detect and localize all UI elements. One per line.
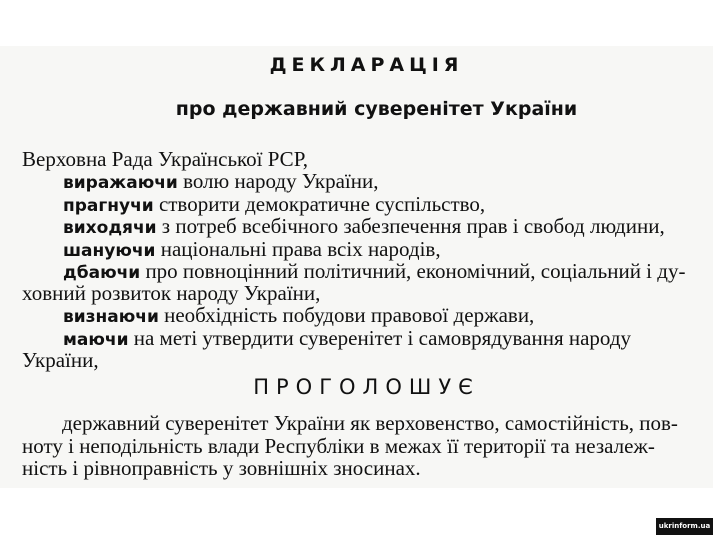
declaration-subtitle: про державний суверенітет України (175, 98, 578, 120)
clause-text: створити демократичне суспільство, (153, 192, 486, 216)
declaration-title: ДЕКЛАРАЦІЯ (269, 54, 464, 76)
clause-keyword: дбаючи (63, 263, 141, 283)
clause-text: необхідність побудови правової держави, (158, 303, 535, 327)
final-line-1: державний суверенітет України як верховенство, самостійність, пов- (62, 411, 678, 435)
clause-text: про повноцінний політичний, економічний, соціальний і ду- (140, 259, 686, 283)
ukrinform-watermark: ukrinform.ua (656, 518, 713, 535)
clause-text: на меті утвердити суверенітет і самоврядування народу (128, 326, 632, 350)
clause-keyword: визнаючи (63, 307, 159, 327)
clause-text: національні права всіх народів, (155, 237, 441, 261)
final-line-2: ноту і неподільність влади Республіки в межах її території та незалеж- (22, 434, 655, 458)
clause-text: з потреб всебічного забезпечення прав і свобод людини, (156, 214, 665, 238)
clause-keyword: виходячи (63, 218, 157, 238)
intro-line: Верховна Рада Української РСР, (22, 147, 308, 171)
clause-7-continuation: України, (22, 348, 99, 372)
clause-keyword: виражаючи (63, 173, 178, 193)
final-line-3: ність і рівноправність у зовнішніх зносинах. (22, 456, 421, 480)
proclaim-heading: ПРОГОЛОШУЄ (253, 375, 480, 399)
clause-5-continuation: ховний розвиток народу України, (22, 281, 321, 305)
clause-keyword: прагнучи (63, 196, 154, 216)
clause-keyword: маючи (63, 330, 129, 350)
clause-text: волю народу України, (177, 169, 379, 193)
clause-7 (63, 326, 631, 352)
clause-keyword: шануючи (63, 241, 156, 261)
